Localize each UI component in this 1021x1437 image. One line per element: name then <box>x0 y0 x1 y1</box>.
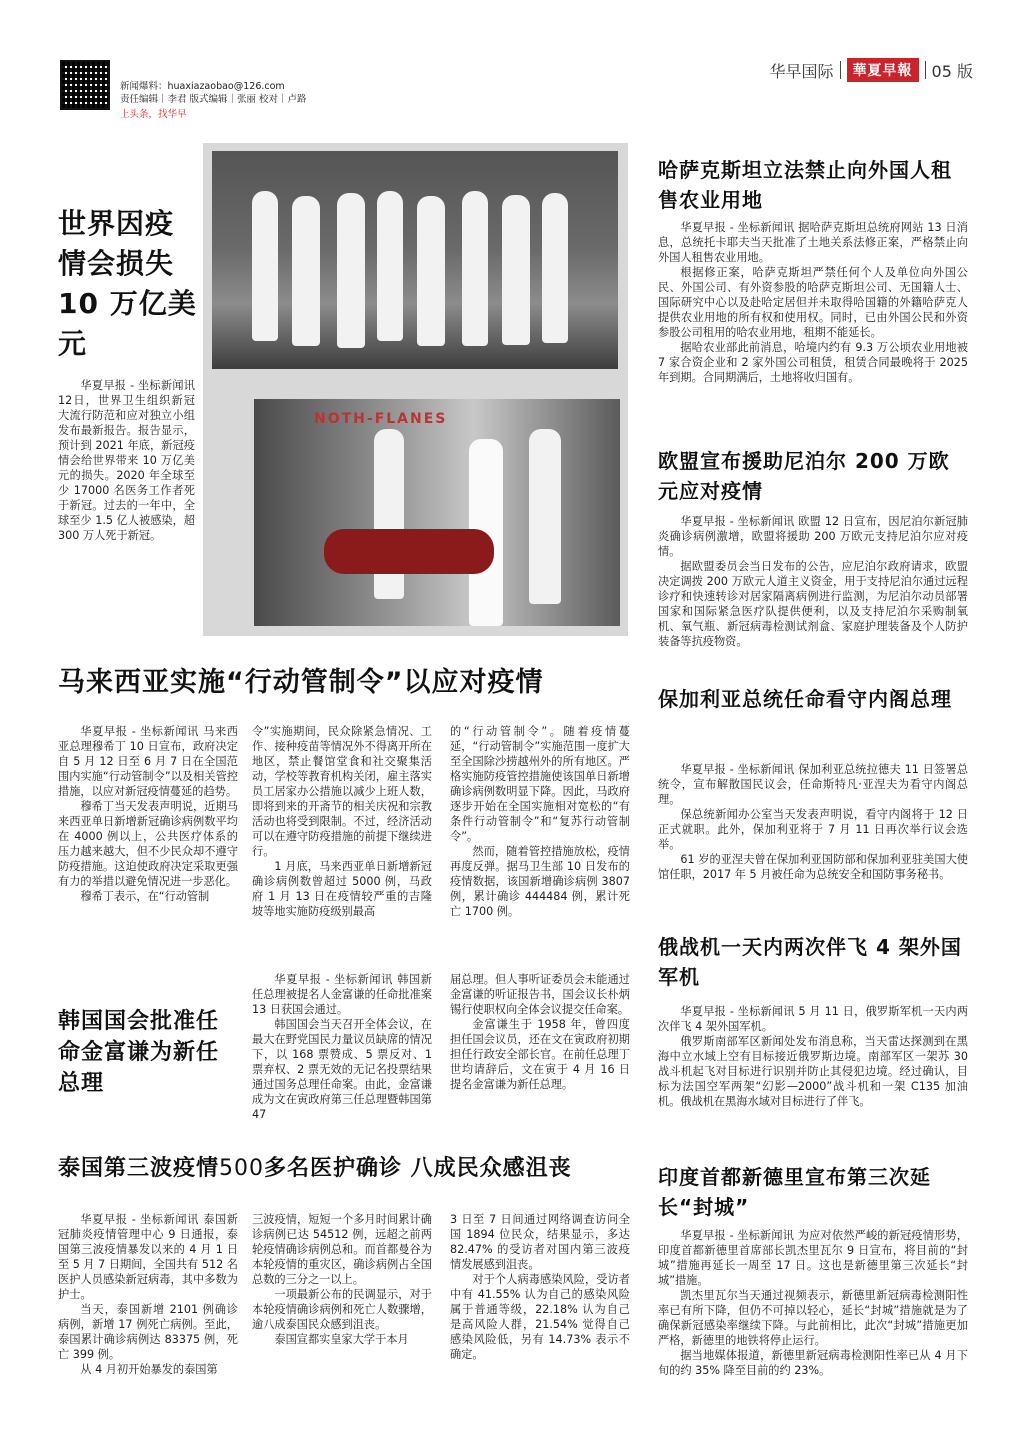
paragraph: 三波疫情，短短一个多月时间累计确诊病例已达 54512 例，远超之前两轮疫情确诊病例总和。而首都曼谷为本轮疫情的重灾区，确诊病例占全国总数的三分之一以上。 <box>252 1213 432 1286</box>
paragraph: 一项最新公布的民调显示，对于本轮疫情确诊病例和死亡人数骤增，逾八成泰国民众感到沮丧。 <box>252 1288 432 1331</box>
paragraph: 届总理。但人事听证委员会未能通过金富谦的听证报告书，国会议长朴炳锡行使职权向全体会议提交任命案。 <box>450 973 630 1016</box>
header-info <box>120 80 307 120</box>
paragraph: 从 4 月初开始暴发的泰国第 <box>80 1363 218 1376</box>
article-kazakhstan <box>658 220 968 385</box>
headline-number: 500 <box>219 1156 265 1181</box>
article-india <box>658 1228 968 1378</box>
paragraph: 当天，泰国新增 2101 例确诊病例，新增 17 例死亡病例。至此，泰国累计确诊病例达 83375 例，死亡 399 例。 <box>58 1303 238 1361</box>
paragraph: 华夏早报 - 坐标新闻讯 韩国新任总理被提名人金富谦的任命批准案 13 日获国会通过。 <box>252 973 432 1016</box>
divider <box>840 61 841 79</box>
paragraph: 华夏早报 - 坐标新闻讯 泰国新冠肺炎疫情管理中心 9 日通报，泰国第三波疫情暴发以来的 4 月 1 日至 5 月 7 日期间，全国共有 512 名医护人员感染新冠病毒，其中多数为护士。 <box>58 1213 238 1301</box>
newspaper-logo: 華夏早報 <box>847 58 919 82</box>
paragraph: 的“行动管制令”。随着疫情蔓延，“行动管制令”实施范围一度扩大至全国除沙捞越州外的所有地区。严格实施防疫管控措施使该国单日新增确诊病例数明显下降。因此，马政府逐步开始在全国实施相对宽松的“有条件行动管制令”和“复苏行动管制令”。 <box>450 725 630 843</box>
article-russia <box>658 1004 968 1109</box>
paragraph: 61 岁的亚涅夫曾在保加利亚国防部和保加利亚驻美国大使馆任职，2017 年 5 月被任命为总统安全和国防事务秘书。 <box>658 853 968 881</box>
paragraph: 根据修正案，哈萨克斯坦严禁任何个人及单位向外国公民、外国公司、有外资参股的哈萨克斯坦公司、无国籍人士、国际研究中心以及赴哈定居但并未取得哈国籍的外籍哈萨克人提供农业用地的所有权和使用权。同时，已由外国公民和外资参股公司租用的哈农业用地，租期不能延长。 <box>658 266 968 339</box>
article-bulgaria <box>658 762 968 882</box>
article-korea-col2 <box>450 972 630 1092</box>
photo-hazmat-workers <box>212 151 618 369</box>
paragraph: 然而，随着管控措施放松，疫情再度反弹。据马卫生部 10 日发布的疫情数据，该国新增确诊病例 3807 例，累计确诊 444484 例，累计死亡 1700 例。 <box>450 845 630 918</box>
article-malaysia-col2 <box>252 724 432 919</box>
article-world-loss <box>58 378 195 543</box>
headline-india: 印度首都新德里宣布第三次延长“封城” <box>658 1165 931 1219</box>
headline-part: 泰国第三波疫情 <box>58 1156 220 1181</box>
headline-world-loss: 世界因疫情会损失10 万亿美元 <box>58 207 197 360</box>
paragraph: 华夏早报 - 坐标新闻讯 为应对依然严峻的新冠疫情形势，印度首都新德里首席部长凯杰里瓦尔 9 日宣布，将目前的“封城”措施再延长一周至 17 日。这也是新德里第三次延长“封城”措施。 <box>658 1229 968 1287</box>
masthead <box>770 58 973 82</box>
paragraph: 据欧盟委员会当日发布的公告，应尼泊尔政府请求，欧盟决定调拨 200 万欧元人道主义资金，用于支持尼泊尔通过远程诊疗和快速转诊对居家隔离病例进行监测，为尼泊尔动员部署国家和国际紧急医疗队提供便利，以及支持尼泊尔采购制氧机、氧气瓶、新冠病毒检测试剂盒、家庭护理装备及个人防护装备等抗疫物资。 <box>658 560 968 648</box>
headline-bulgaria: 保加利亚总统任命看守内阁总理 <box>658 687 952 711</box>
editors: 责任编辑｜李君 版式编辑｜张丽 校对｜卢路 <box>120 94 307 105</box>
article-malaysia-col3 <box>450 724 630 919</box>
divider <box>925 61 926 79</box>
photo-patient-transfer <box>254 399 620 626</box>
article-thailand-col2 <box>252 1212 432 1347</box>
paragraph: 令”实施期间，民众除紧急情况、工作、接种疫苗等情况外不得离开所在地区，禁止餐馆堂食和社交聚集活动，学校等教育机构关闭，雇主落实员工居家办公措施以减少上班人数，即将到来的开斋节的相关庆祝和宗教活动也将受到限制。不过，经济活动可以在遵守防疫措施的前提下继续进行。 <box>252 725 432 858</box>
page-number: 05 版 <box>931 61 973 81</box>
headline-part: 多名医护确诊 八成民众感沮丧 <box>264 1156 572 1181</box>
headline-malaysia: 马来西亚实施“行动管制令”以应对疫情 <box>58 667 544 698</box>
paragraph: 3 日至 7 日间通过网络调查访问全国 1894 位民众，结果显示，多达 82.47% 的受访者对国内第三波疫情发展感到沮丧。 <box>450 1213 630 1271</box>
gurney <box>324 529 494 574</box>
headline-kazakhstan: 哈萨克斯坦立法禁止向外国人租售农业用地 <box>658 158 952 212</box>
paragraph: 凯杰里瓦尔当天通过视频表示，新德里新冠病毒检测阳性率已有所下降，但仍不可掉以轻心，延长“封城”措施就是为了确保新冠感染率继续下降。与此前相比，此次“封城”措施更加严格，新德里的地铁将停止运行。 <box>658 1289 968 1347</box>
paragraph: 据哈农业部此前消息，哈境内约有 9.3 万公顷农业用地被 7 家合资企业和 2 家外国公司租赁，租赁合同最晚将于 2025 年到期。合同期满后，土地将收归国有。 <box>658 341 968 384</box>
paragraph: 泰国宣都实皇家大学于本月 <box>274 1333 409 1346</box>
paragraph: 华夏早报 - 坐标新闻讯 12日，世界卫生组织新冠大流行防范和应对独立小组发布最新报告。报告显示，预计到 2021 年底，新冠疫情会给世界带来 10 万亿美元的损失。2020 年全球至少 17000 名医务工作者死于新冠。过去的一年中，全球至少 1.5 亿人被感染，超 300 万人死于新冠。 <box>58 379 195 542</box>
paragraph: 穆希丁当天发表声明说，近期马来西亚单日新增新冠确诊病例数平均在 4000 例以上，公共医疗体系的压力越来越大，但不少民众却不遵守防疫措施。这迫使政府决定采取更强有力的举措以避免情况进一步恶化。 <box>58 800 238 888</box>
paragraph: 保总统新闻办公室当天发表声明说，看守内阁将于 12 日正式就职。此外，保加利亚将于 7 月 11 日再次举行议会选举。 <box>658 808 968 851</box>
paragraph: 俄罗斯南部军区新闻处发布消息称，当天雷达探测到在黑海中立水域上空有目标接近俄罗斯边境。南部军区一架苏 30 战斗机起飞对目标进行识别并防止其侵犯边境。经过确认，目标为法国空军两架“幻影—2000”战斗机和一架 C135 加油机。俄战机在黑海水域对目标进行了伴飞。 <box>658 1035 968 1108</box>
paragraph: 华夏早报 - 坐标新闻讯 马来西亚总理穆希丁 10 日宣布，政府决定自 5 月 12 日至 6 月 7 日在全国范围内实施“行动管制令”以及相关管控措施，以应对新冠疫情蔓延的趋势。 <box>58 725 238 798</box>
headline-thailand <box>58 1153 638 1185</box>
slogan: 上头条，找华早 <box>120 109 187 120</box>
article-korea-col1 <box>252 972 432 1122</box>
article-thailand-col3 <box>450 1212 630 1362</box>
paragraph: 华夏早报 - 坐标新闻讯 欧盟 12 日宣布，因尼泊尔新冠肺炎确诊病例激增，欧盟将援助 200 万欧元支持尼泊尔应对疫情。 <box>658 515 968 558</box>
photo-sign-text: NOTH-FLANES <box>314 411 448 427</box>
headline-russia: 俄战机一天内两次伴飞 4 架外国军机 <box>658 935 962 989</box>
headline-eu-nepal: 欧盟宣布援助尼泊尔 200 万欧元应对疫情 <box>658 449 950 503</box>
article-malaysia-col1 <box>58 724 238 904</box>
paragraph: 对于个人病毒感染风险，受访者中有 41.55% 认为自己的感染风险属于普通等级，22.18% 认为自己是高风险人群，21.54% 觉得自己感染风险低，另有 14.73% 表示不确定。 <box>450 1273 630 1361</box>
paragraph: 韩国国会当天召开全体会议，在最大在野党国民力量议员缺席的情况下，以 168 票赞成、5 票反对、1 票弃权、2 票无效的无记名投票结果通过国务总理任命案。由此，金富谦成为文在寅政府第三任总理暨韩国第 47 <box>252 1018 432 1121</box>
paragraph: 穆希丁表示，在“行动管制 <box>80 890 210 903</box>
photo-frame <box>203 143 628 636</box>
paragraph: 华夏早报 - 坐标新闻讯 保加利亚总统拉德夫 11 日签署总统令，宣布解散国民议会，任命斯特凡·亚涅夫为看守内阁总理。 <box>658 763 968 806</box>
article-thailand-col1 <box>58 1212 238 1377</box>
headline-korea: 韩国国会批准任命金富谦为新任总理 <box>58 1009 220 1096</box>
hotline: 新闻爆料：huaxiazaobao@126.com <box>120 81 285 92</box>
article-eu-nepal <box>658 514 968 649</box>
paragraph: 1 月底，马来西亚单日新增新冠确诊病例数曾超过 5000 例，马政府 1 月 13 日在疫情较严重的吉隆坡等地实施防疫级别最高 <box>252 860 432 918</box>
paragraph: 据当地媒体报道，新德里新冠病毒检测阳性率已从 4 月下旬的约 35% 降至目前的约 23%。 <box>658 1349 968 1377</box>
qr-code <box>60 60 110 110</box>
paragraph: 华夏早报 - 坐标新闻讯 5 月 11 日，俄罗斯军机一天内两次伴飞 4 架外国军机。 <box>658 1005 968 1033</box>
paragraph: 华夏早报 - 坐标新闻讯 据哈萨克斯坦总统府网站 13 日消息，总统托卡耶夫当天批准了土地关系法修正案，严格禁止向外国人租售农业用地。 <box>658 221 968 264</box>
paragraph: 金富谦生于 1958 年，曾四度担任国会议员，还在文在寅政府初期担任行政安全部长官。在前任总理丁世均请辞后，文在寅于 4 月 16 日提名金富谦为新任总理。 <box>450 1018 630 1091</box>
section-name: 华早国际 <box>769 61 834 81</box>
